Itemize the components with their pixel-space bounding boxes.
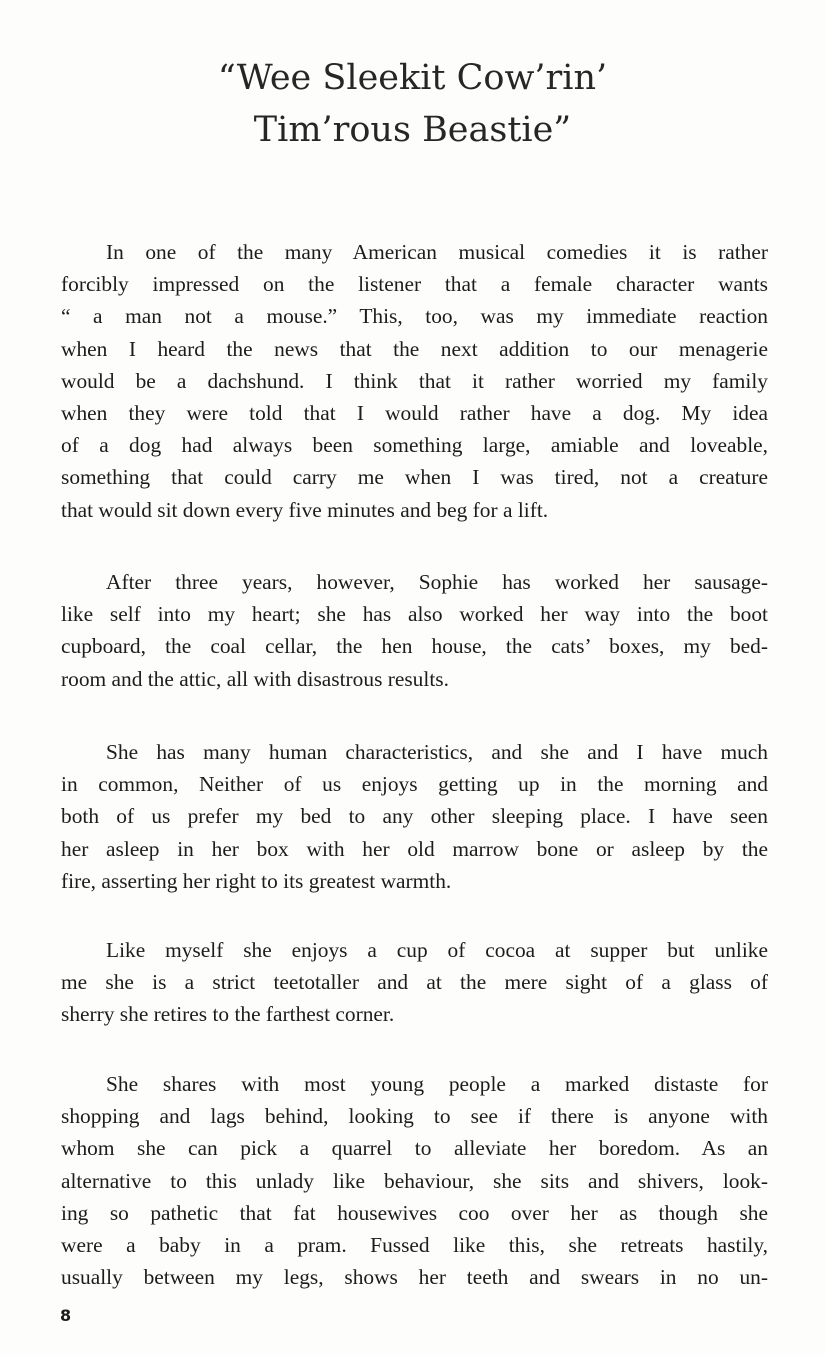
paragraph-1 xyxy=(61,236,768,526)
text-line: something that could carry me when I was tired, not a creature xyxy=(61,465,768,490)
text-line: alternative to this unlady like behaviour, she sits and shivers, look- xyxy=(61,1168,768,1193)
text-line: both of us prefer my bed to any other sleeping place. I have seen xyxy=(61,804,768,829)
text-line: of a dog had always been something large, amiable and loveable, xyxy=(61,433,768,458)
text-line: She has many human characteristics, and she and I have much xyxy=(106,740,768,764)
text-line: After three years, however, Sophie has worked her sausage- xyxy=(106,570,768,594)
text-line: when I heard the news that the next addition to our menagerie xyxy=(61,336,768,361)
text-line: room and the attic, all with disastrous results. xyxy=(61,666,449,691)
text-line: would be a dachshund. I think that it rather worried my family xyxy=(61,368,768,393)
text-line: like self into my heart; she has also worked her way into the boot xyxy=(61,602,768,627)
text-line: forcibly impressed on the listener that a female character wants xyxy=(61,272,768,297)
text-line: “ a man not a mouse.” This, too, was my immediate reaction xyxy=(61,304,768,329)
text-line: her asleep in her box with her old marrow bone or asleep by the xyxy=(61,836,768,861)
chapter-title-line-1: “Wee Sleekit Cow’rin’ xyxy=(217,58,608,98)
chapter-title-line-2: Tim’rous Beastie” xyxy=(253,110,572,150)
text-line: whom she can pick a quarrel to alleviate her boredom. As an xyxy=(61,1136,768,1161)
text-line: me she is a strict teetotaller and at the mere sight of a glass of xyxy=(61,970,768,995)
paragraph-3 xyxy=(61,736,768,897)
text-line: She shares with most young people a marked distaste for xyxy=(106,1072,768,1096)
text-line: that would sit down every five minutes and beg for a lift. xyxy=(61,497,549,522)
paragraph-4 xyxy=(61,934,768,1031)
text-line: shopping and lags behind, looking to see if there is anyone with xyxy=(61,1104,768,1129)
text-line: were a baby in a pram. Fussed like this, she retreats hastily, xyxy=(61,1233,768,1258)
text-line: In one of the many American musical comedies it is rather xyxy=(106,240,768,264)
chapter-title xyxy=(0,52,825,156)
text-line: sherry she retires to the farthest corner. xyxy=(61,1002,395,1027)
paragraph-2 xyxy=(61,566,768,695)
text-line: cupboard, the coal cellar, the hen house, the cats’ boxes, my bed- xyxy=(61,634,768,659)
page-number: 8 xyxy=(60,1306,72,1325)
text-line: fire, asserting her right to its greatest warmth. xyxy=(61,868,452,893)
text-line: usually between my legs, shows her teeth and swears in no un- xyxy=(61,1265,768,1290)
text-line: ing so pathetic that fat housewives coo over her as though she xyxy=(61,1200,768,1225)
paragraph-5 xyxy=(61,1068,768,1293)
text-line: in common, Neither of us enjoys getting up in the morning and xyxy=(61,772,768,797)
text-line: Like myself she enjoys a cup of cocoa at supper but unlike xyxy=(106,938,768,962)
text-line: when they were told that I would rather have a dog. My idea xyxy=(61,401,768,426)
